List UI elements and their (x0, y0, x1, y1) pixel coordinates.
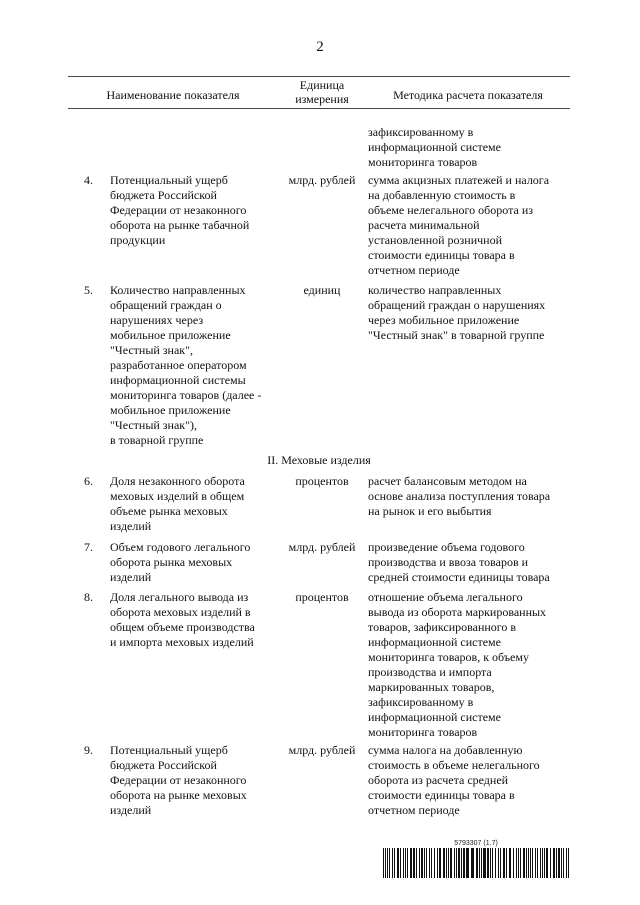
barcode-bar (500, 848, 501, 878)
barcode-bar (450, 848, 452, 878)
barcode-bar (461, 848, 462, 878)
barcode-bar (566, 848, 567, 878)
barcode-bar (498, 848, 499, 878)
barcode-bar (446, 848, 447, 878)
barcode-bar (487, 848, 489, 878)
barcode-bar (397, 848, 399, 878)
unit-of-measure: процентов (295, 474, 349, 488)
barcode-bar (495, 848, 496, 878)
barcode-bar (389, 848, 390, 878)
barcode-bar (439, 848, 441, 878)
barcode-bar (431, 848, 432, 878)
barcode-bar (413, 848, 415, 878)
barcode-bar (535, 848, 536, 878)
barcode-bar (563, 848, 564, 878)
barcode-bar (550, 848, 551, 878)
calculation-method: отношение объема легального вывода из оборота маркированных товаров, зафиксированного в информационной системе мониторинга товаров, к объему производства и импорта маркированных товаров, зафиксированному в информационной системе мониторинга товаров (368, 590, 547, 739)
barcode-icon (383, 848, 569, 878)
barcode-label: 5793307 (1.7) (454, 840, 498, 847)
barcode-bar (492, 848, 493, 878)
indicator-name: Доля легального вывода из оборота меховых изделий в общем объеме производства и импорта меховых изделий (110, 590, 255, 649)
unit-of-measure: млрд. рублей (288, 173, 356, 187)
barcode-bar (513, 848, 514, 878)
row-number: 7. (84, 540, 93, 554)
barcode-bar (503, 848, 505, 878)
barcode-bar (537, 848, 538, 878)
document-barcode (383, 840, 569, 882)
barcode-bar (490, 848, 491, 878)
barcode-bar (544, 848, 545, 878)
calculation-method: произведение объема годового производства и ввоза товаров и средней стоимости единицы товара (368, 540, 550, 584)
barcode-bar (518, 848, 519, 878)
barcode-bar (520, 848, 521, 878)
barcode-bar (558, 848, 560, 878)
barcode-bar (416, 848, 417, 878)
barcode-bar (530, 848, 531, 878)
section-title: II. Меховые изделия (267, 453, 371, 467)
barcode-bar (407, 848, 408, 878)
indicator-name: Количество направленных обращений граждан о нарушениях через мобильное приложение "Честный знак", разработанное оператором информационной системы мониторинга товаров (далее - мобильное приложение "Честный знак"), в товарной группе (110, 283, 262, 447)
calculation-method: расчет балансовым методом на основе анализа поступления товара на рынок и его выбытия (368, 474, 551, 518)
barcode-bar (394, 848, 395, 878)
barcode-bar (506, 848, 507, 878)
continuation-method: зафиксированному в информационной системе мониторинга товаров (368, 125, 501, 169)
barcode-bar (424, 848, 425, 878)
barcode-bar (385, 848, 386, 878)
barcode-bar (434, 848, 435, 878)
barcode-bar (516, 848, 517, 878)
row-number: 5. (84, 283, 93, 297)
unit-of-measure: млрд. рублей (288, 540, 356, 554)
indicator-name: Потенциальный ущерб бюджета Российской Федерации от незаконного оборота на рынке меховых изделий (110, 743, 247, 817)
barcode-bar (553, 848, 555, 878)
indicator-name: Объем годового легального оборота рынка меховых изделий (110, 540, 251, 584)
barcode-bar (476, 848, 478, 878)
barcode-bar (542, 848, 543, 878)
header-unit-column: Единица измерения (295, 78, 349, 106)
row-number: 9. (84, 743, 93, 757)
barcode-bar (419, 848, 420, 878)
barcode-bar (387, 848, 388, 878)
page-number: 2 (316, 39, 324, 55)
barcode-bar (405, 848, 406, 878)
barcode-bar (429, 848, 430, 878)
barcode-bar (483, 848, 486, 878)
barcode-bar (528, 848, 529, 878)
header-name-column: Наименование показателя (106, 88, 240, 102)
barcode-bar (479, 848, 480, 878)
barcode-bar (471, 848, 474, 878)
barcode-bar (448, 848, 449, 878)
calculation-method: сумма акцизных платежей и налога на добавленную стоимость в объеме нелегального оборота из расчета минимальной установленной розничной стоимости единицы товара в отчетном периоде (368, 173, 550, 277)
barcode-bar (410, 848, 412, 878)
barcode-bar (481, 848, 482, 878)
row-number: 4. (84, 173, 93, 187)
header-top-rule (68, 76, 570, 77)
row-number: 8. (84, 590, 93, 604)
barcode-bar (540, 848, 541, 878)
header-bottom-rule (68, 108, 570, 109)
barcode-bar (392, 848, 393, 878)
barcode-bar (523, 848, 525, 878)
barcode-bar (403, 848, 404, 878)
barcode-bar (421, 848, 423, 878)
unit-of-measure: млрд. рублей (288, 743, 356, 757)
barcode-bar (458, 848, 460, 878)
barcode-bar (426, 848, 427, 878)
row-number: 6. (84, 474, 93, 488)
barcode-bar (454, 848, 455, 878)
barcode-bar (561, 848, 562, 878)
calculation-method: количество направленных обращений граждан о нарушениях через мобильное приложение "Честный знак" в товарной группе (368, 283, 546, 342)
barcode-bar (456, 848, 457, 878)
barcode-bar (526, 848, 527, 878)
calculation-method: сумма налога на добавленную стоимость в объеме нелегального оборота из расчета средней стоимости единицы товара в отчетном периоде (368, 743, 540, 817)
barcode-bar (568, 848, 569, 878)
barcode-bar (556, 848, 557, 878)
barcode-bar (437, 848, 438, 878)
barcode-bar (400, 848, 401, 878)
indicator-name: Потенциальный ущерб бюджета Российской Федерации от незаконного оборота на рынке табачной продукции (110, 173, 250, 247)
barcode-bar (463, 848, 465, 878)
unit-of-measure: процентов (295, 590, 349, 604)
barcode-bar (546, 848, 548, 878)
barcode-bar (509, 848, 511, 878)
barcode-bar (383, 848, 384, 878)
indicator-name: Доля незаконного оборота меховых изделий в общем объеме рынка меховых изделий (110, 474, 245, 533)
barcode-bar (466, 848, 469, 878)
barcode-bar (443, 848, 445, 878)
barcode-bar (532, 848, 533, 878)
header-method-column: Методика расчета показателя (393, 88, 543, 102)
unit-of-measure: единиц (303, 283, 341, 297)
